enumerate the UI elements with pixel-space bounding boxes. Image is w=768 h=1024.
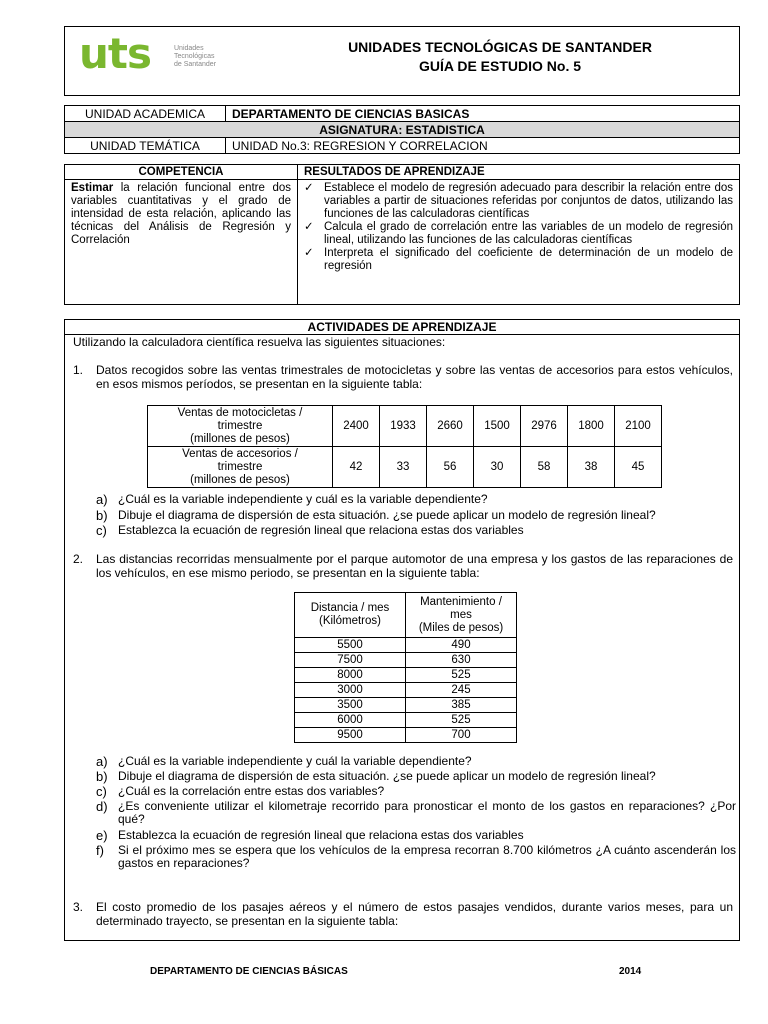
asignatura: ASIGNATURA: ESTADISTICA (65, 122, 740, 138)
ventas-motos-label: Ventas de motocicletas / trimestre (millones de pesos) (148, 406, 333, 447)
question-2c: c) ¿Cuál es la correlación entre estas dos variables? (96, 784, 385, 799)
question-2b: b) Dibuje el diagrama de dispersión de esta situación. ¿se puede aplicar un modelo de regresión lineal? (96, 769, 656, 784)
resultados-header: RESULTADOS DE APRENDIZAJE (298, 165, 740, 180)
logo-text: uts (79, 29, 151, 78)
table-row: 7500 630 (295, 653, 517, 668)
actividades-title: ACTIVIDADES DE APRENDIZAJE (65, 320, 739, 335)
table-cell: 58 (521, 447, 568, 488)
table-cell: 42 (333, 447, 380, 488)
mantenimiento-header: Mantenimiento / mes (Miles de pesos) (406, 593, 517, 638)
problem-2-number: 2. (73, 552, 84, 566)
table-cell: 1800 (568, 406, 615, 447)
distancias-table (294, 592, 517, 743)
actividades-intro: Utilizando la calculadora científica resuelva las siguientes situaciones: (73, 335, 446, 349)
table-cell: 30 (474, 447, 521, 488)
resultados-list (298, 180, 740, 305)
institution-title: UNIDADES TECNOLÓGICAS DE SANTANDER (348, 39, 652, 55)
question-2a: a) ¿Cuál es la variable independiente y cuál la variable dependiente? (96, 754, 472, 769)
table-row: 8000 525 (295, 668, 517, 683)
table-cell: 1500 (474, 406, 521, 447)
ventas-table (147, 405, 662, 488)
checkmark-icon: ✓ (304, 247, 314, 259)
table-cell: 33 (380, 447, 427, 488)
checkmark-icon: ✓ (304, 182, 314, 194)
unidad-tematica-label: UNIDAD TEMÁTICA (65, 138, 226, 154)
problem-1-number: 1. (73, 363, 84, 377)
table-cell: 2100 (615, 406, 662, 447)
document-header (64, 26, 740, 96)
question-2e: e) Establezca la ecuación de regresión lineal que relaciona estas dos variables (96, 828, 524, 843)
question-1a: a) ¿Cuál es la variable independiente y cuál es la variable dependiente? (96, 492, 488, 507)
uts-logo (79, 29, 254, 87)
question-2d: d) ¿Es conveniente utilizar el kilometraje recorrido para pronosticar el monto de los gastos en reparaciones? ¿Por qué? (96, 799, 736, 826)
logo-subtitle: Unidades Tecnológicas de Santander (174, 45, 217, 68)
table-row: 9500 700 (295, 728, 517, 743)
problem-2-text: Las distancias recorridas mensualmente por el parque automotor de una empresa y los gastos de las reparaciones de los vehículos, en ese mismo periodo, se presentan en la siguiente tabla: (96, 552, 733, 580)
problem-3-text: El costo promedio de los pasajes aéreos y el número de estos pasajes vendidos, durante varios meses, para un determinado trayecto, se presentan en la siguiente tabla: (96, 900, 733, 928)
unidad-academica-label: UNIDAD ACADEMICA (65, 106, 226, 122)
table-cell: 56 (427, 447, 474, 488)
table-cell: 2660 (427, 406, 474, 447)
unidad-tematica-value: UNIDAD No.3: REGRESION Y CORRELACION (226, 138, 740, 154)
question-1c: c) Establezca la ecuación de regresión lineal que relaciona estas dos variables (96, 523, 524, 538)
question-1b: b) Dibuje el diagrama de dispersión de esta situación. ¿se puede aplicar un modelo de regresión lineal? (96, 508, 656, 523)
ventas-accesorios-label: Ventas de accesorios / trimestre (millones de pesos) (148, 447, 333, 488)
competencia-table (64, 164, 740, 305)
table-row: 5500 490 (295, 638, 517, 653)
result-item: ✓ Calcula el grado de correlación entre las variables de un modelo de regresión lineal, utilizando las funciones de las calculadoras científicas (304, 221, 733, 246)
table-cell: 38 (568, 447, 615, 488)
problem-3-number: 3. (73, 900, 84, 914)
checkmark-icon: ✓ (304, 221, 314, 233)
unidad-table (64, 105, 740, 154)
question-2f: f) Si el próximo mes se espera que los vehículos de la empresa recorran 8.700 kilómetros ¿A cuánto ascenderán los gastos en reparaciones? (96, 843, 736, 870)
result-item: ✓ Establece el modelo de regresión adecuado para describir la relación entre dos variables a partir de situaciones referidas por conjuntos de datos, utilizando las funciones de las calculadoras científicas (304, 182, 733, 220)
result-item: ✓ Interpreta el significado del coeficiente de determinación de un modelo de regresión (304, 247, 733, 272)
table-row: 6000 525 (295, 713, 517, 728)
table-cell: 45 (615, 447, 662, 488)
guide-title: GUÍA DE ESTUDIO No. 5 (418, 58, 582, 74)
actividades-box (64, 319, 740, 941)
table-row: 3500 385 (295, 698, 517, 713)
competencia-header: COMPETENCIA (65, 165, 298, 180)
table-cell: 2976 (521, 406, 568, 447)
footer-department: DEPARTAMENTO DE CIENCIAS BÁSICAS (150, 966, 348, 977)
table-cell: 2400 (333, 406, 380, 447)
footer-year: 2014 (619, 966, 642, 977)
table-row: 3000 245 (295, 683, 517, 698)
table-cell: 1933 (380, 406, 427, 447)
problem-1-text: Datos recogidos sobre las ventas trimestrales de motocicletas y sobre las ventas de accesorios para estos vehículos, en esos mismos períodos, se presentan en la siguiente tabla: (96, 363, 733, 391)
competencia-text: Estimar la relación funcional entre dos variables cuantitativas y el grado de intensidad de esta relación, aplicando las técnicas del Análisis de Regresión y Correlación (65, 180, 298, 305)
unidad-academica-value: DEPARTAMENTO DE CIENCIAS BASICAS (226, 106, 740, 122)
distancia-header: Distancia / mes (Kilómetros) (295, 593, 406, 638)
